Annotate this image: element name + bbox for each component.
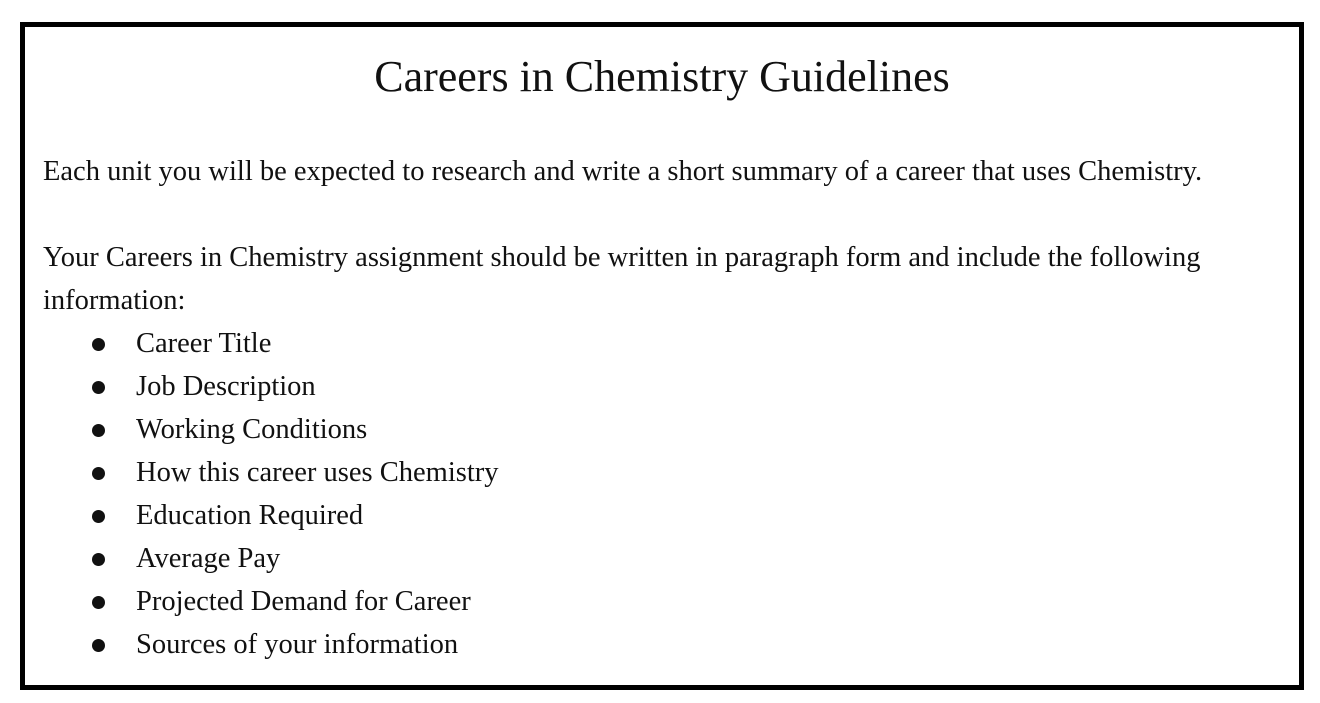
list-item-text: How this career uses Chemistry [136, 457, 499, 488]
list-item-text: Education Required [136, 500, 364, 531]
bullet-icon [92, 639, 105, 652]
bullet-icon [92, 467, 105, 480]
assignment-paragraph: Your Careers in Chemistry assignment should be written in paragraph form and include the following information: [43, 242, 1201, 316]
bullet-icon [92, 596, 105, 609]
bullet-icon [92, 381, 105, 394]
bullet-icon [92, 510, 105, 523]
list-item-text: Working Conditions [136, 414, 368, 445]
list-item-text: Projected Demand for Career [136, 586, 471, 617]
guidelines-box [20, 22, 1304, 690]
intro-paragraph: Each unit you will be expected to research and write a short summary of a career that uses Chemistry. [43, 156, 1203, 187]
list-item-text: Career Title [136, 328, 272, 359]
list-item-text: Job Description [136, 371, 316, 402]
bullet-icon [92, 338, 105, 351]
document-title: Careers in Chemistry Guidelines [374, 52, 950, 101]
bullet-icon [92, 553, 105, 566]
bullet-icon [92, 424, 105, 437]
list-item-text: Sources of your information [136, 629, 459, 660]
list-item-text: Average Pay [136, 543, 281, 574]
